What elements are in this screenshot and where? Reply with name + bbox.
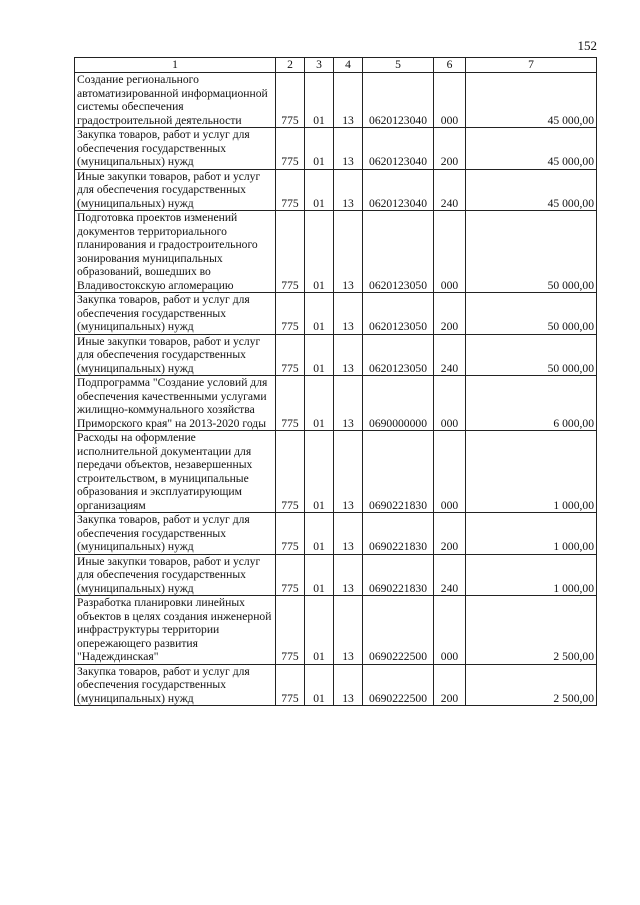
header-cell: 3	[305, 58, 334, 73]
table-row	[75, 73, 597, 128]
row-code-cell: 775	[276, 169, 305, 211]
row-code-cell: 200	[434, 664, 466, 706]
header-cell: 4	[334, 58, 363, 73]
header-cell: 2	[276, 58, 305, 73]
row-name-cell: Разработка планировки линейных объектов в целях создания инженерной инфраструктуры территории опережающего развития "Надеждинская"	[75, 596, 276, 665]
row-code-cell: 13	[334, 293, 363, 335]
row-name-cell: Закупка товаров, работ и услуг для обеспечения государственных (муниципальных) нужд	[75, 513, 276, 555]
row-code-cell: 13	[334, 211, 363, 293]
row-code-cell: 240	[434, 334, 466, 376]
row-amount-cell: 2 500,00	[466, 664, 597, 706]
row-code-cell: 01	[305, 169, 334, 211]
row-code-cell: 13	[334, 664, 363, 706]
row-code-cell: 775	[276, 211, 305, 293]
row-code-cell: 000	[434, 376, 466, 431]
row-code-cell: 01	[305, 128, 334, 170]
header-cell: 5	[363, 58, 434, 73]
table-row	[75, 513, 597, 555]
row-code-cell: 0690222500	[363, 596, 434, 665]
row-name-cell: Закупка товаров, работ и услуг для обеспечения государственных (муниципальных) нужд	[75, 293, 276, 335]
row-code-cell: 000	[434, 596, 466, 665]
row-code-cell: 775	[276, 128, 305, 170]
row-code-cell: 01	[305, 664, 334, 706]
budget-table	[74, 57, 597, 706]
row-code-cell: 775	[276, 431, 305, 513]
row-code-cell: 13	[334, 169, 363, 211]
header-cell: 6	[434, 58, 466, 73]
row-code-cell: 240	[434, 554, 466, 596]
row-amount-cell: 50 000,00	[466, 293, 597, 335]
row-amount-cell: 50 000,00	[466, 334, 597, 376]
row-name-cell: Закупка товаров, работ и услуг для обеспечения государственных (муниципальных) нужд	[75, 664, 276, 706]
row-code-cell: 01	[305, 211, 334, 293]
row-code-cell: 13	[334, 513, 363, 555]
table-row	[75, 376, 597, 431]
row-code-cell: 0620123050	[363, 293, 434, 335]
row-name-cell: Иные закупки товаров, работ и услуг для обеспечения государственных (муниципальных) нужд	[75, 334, 276, 376]
row-code-cell: 13	[334, 554, 363, 596]
row-code-cell: 775	[276, 293, 305, 335]
table-row	[75, 664, 597, 706]
row-code-cell: 000	[434, 73, 466, 128]
row-code-cell: 0690222500	[363, 664, 434, 706]
row-amount-cell: 1 000,00	[466, 513, 597, 555]
page-number: 152	[577, 38, 597, 53]
row-code-cell: 240	[434, 169, 466, 211]
row-amount-cell: 45 000,00	[466, 128, 597, 170]
row-code-cell: 01	[305, 293, 334, 335]
row-amount-cell: 45 000,00	[466, 169, 597, 211]
row-amount-cell: 6 000,00	[466, 376, 597, 431]
table-row	[75, 293, 597, 335]
row-code-cell: 775	[276, 664, 305, 706]
table-row	[75, 596, 597, 665]
row-name-cell: Расходы на оформление исполнительной документации для передачи объектов, незавершенных строительством, в муниципальные образования и эксплуатирующим организациям	[75, 431, 276, 513]
table-row	[75, 334, 597, 376]
row-code-cell: 13	[334, 376, 363, 431]
row-code-cell: 0620123050	[363, 211, 434, 293]
row-code-cell: 01	[305, 554, 334, 596]
row-code-cell: 0690221830	[363, 554, 434, 596]
row-code-cell: 01	[305, 376, 334, 431]
row-code-cell: 0690000000	[363, 376, 434, 431]
row-code-cell: 200	[434, 128, 466, 170]
row-name-cell: Иные закупки товаров, работ и услуг для обеспечения государственных (муниципальных) нужд	[75, 169, 276, 211]
table-row	[75, 169, 597, 211]
header-cell: 7	[466, 58, 597, 73]
row-code-cell: 200	[434, 293, 466, 335]
row-code-cell: 775	[276, 554, 305, 596]
header-cell: 1	[75, 58, 276, 73]
row-code-cell: 775	[276, 376, 305, 431]
row-code-cell: 01	[305, 73, 334, 128]
row-name-cell: Иные закупки товаров, работ и услуг для обеспечения государственных (муниципальных) нужд	[75, 554, 276, 596]
row-code-cell: 000	[434, 431, 466, 513]
row-amount-cell: 50 000,00	[466, 211, 597, 293]
row-code-cell: 01	[305, 596, 334, 665]
row-code-cell: 0620123040	[363, 169, 434, 211]
row-code-cell: 775	[276, 73, 305, 128]
row-code-cell: 13	[334, 334, 363, 376]
row-name-cell: Подпрограмма "Создание условий для обеспечения качественными услугами жилищно-коммунального хозяйства Приморского края" на 2013-2020 годы	[75, 376, 276, 431]
row-name-cell: Подготовка проектов изменений документов территориального планирования и градостроительного зонирования муниципальных образований, вошедших во Владивостокскую агломерацию	[75, 211, 276, 293]
row-code-cell: 0620123040	[363, 128, 434, 170]
row-amount-cell: 1 000,00	[466, 431, 597, 513]
row-amount-cell: 1 000,00	[466, 554, 597, 596]
row-code-cell: 200	[434, 513, 466, 555]
row-code-cell: 775	[276, 513, 305, 555]
row-code-cell: 01	[305, 334, 334, 376]
row-code-cell: 13	[334, 596, 363, 665]
table-row	[75, 128, 597, 170]
row-code-cell: 13	[334, 73, 363, 128]
table-row	[75, 211, 597, 293]
row-code-cell: 0620123040	[363, 73, 434, 128]
row-name-cell: Закупка товаров, работ и услуг для обеспечения государственных (муниципальных) нужд	[75, 128, 276, 170]
row-code-cell: 0690221830	[363, 513, 434, 555]
table-row	[75, 554, 597, 596]
table-row	[75, 431, 597, 513]
row-code-cell: 13	[334, 431, 363, 513]
row-amount-cell: 45 000,00	[466, 73, 597, 128]
row-code-cell: 0620123050	[363, 334, 434, 376]
row-code-cell: 775	[276, 334, 305, 376]
row-amount-cell: 2 500,00	[466, 596, 597, 665]
row-code-cell: 13	[334, 128, 363, 170]
table-body	[75, 73, 597, 706]
row-code-cell: 01	[305, 431, 334, 513]
row-code-cell: 000	[434, 211, 466, 293]
row-name-cell: Создание регионального автоматизированной информационной системы обеспечения градостроительной деятельности	[75, 73, 276, 128]
row-code-cell: 775	[276, 596, 305, 665]
row-code-cell: 01	[305, 513, 334, 555]
row-code-cell: 0690221830	[363, 431, 434, 513]
header-row	[75, 58, 597, 73]
